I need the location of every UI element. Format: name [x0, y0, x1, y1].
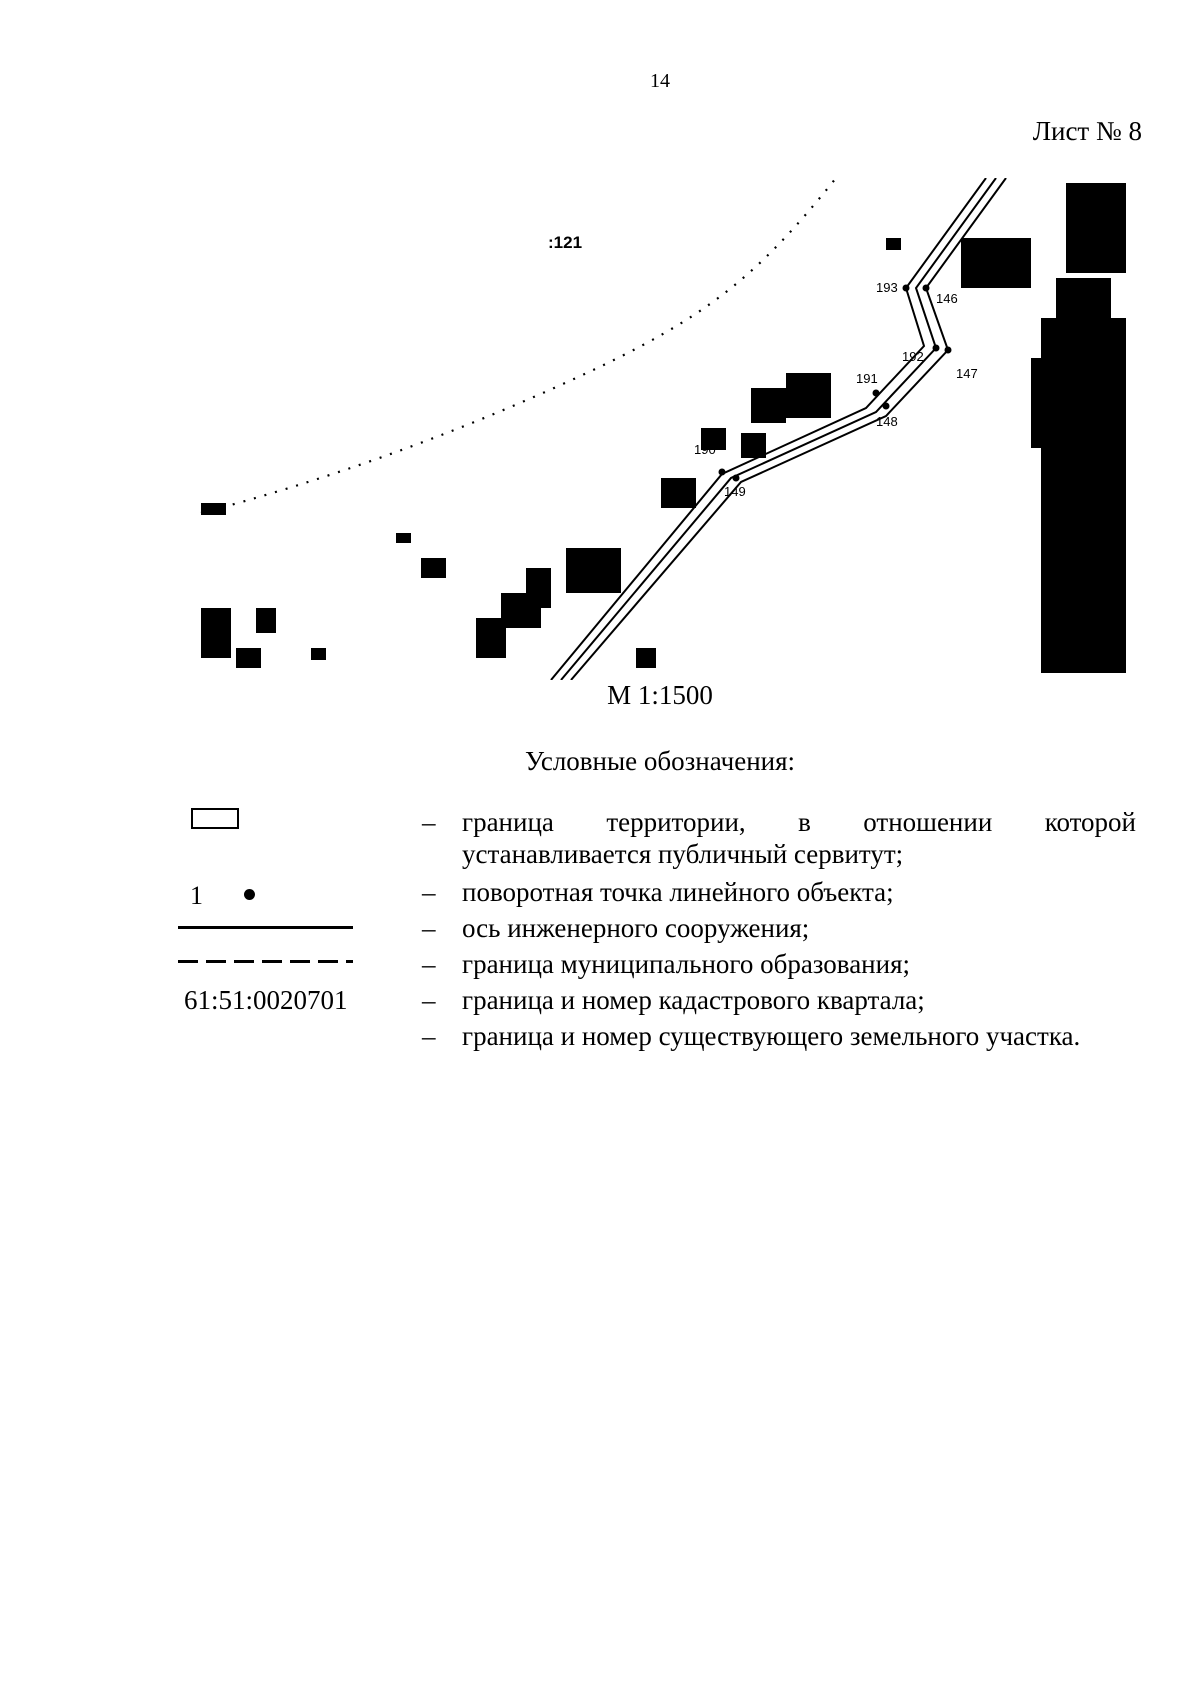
- legend-dash: –: [422, 913, 436, 943]
- legend-dash: –: [422, 877, 436, 907]
- point-191-marker: [873, 390, 880, 397]
- point-148-marker: [883, 403, 890, 410]
- parcel-label: :121: [548, 233, 583, 252]
- point-190-marker: [719, 469, 726, 476]
- legend-dash: –: [422, 985, 436, 1015]
- point-symbol: [244, 889, 255, 900]
- point-149-marker: [733, 475, 740, 482]
- legend: [176, 806, 1136, 1052]
- legend-text: граница и номер существующего земельного участка.: [462, 1021, 1081, 1051]
- legend-text: граница и номер кадастрового квартала;: [462, 985, 925, 1015]
- page-number: 14: [650, 70, 670, 92]
- legend-row-turning-point: [176, 876, 1136, 908]
- rectangle-symbol: [191, 808, 239, 829]
- point-192-marker: [933, 345, 940, 352]
- legend-title: Условные обозначения:: [524, 746, 796, 776]
- servitude-corridor: [551, 178, 1006, 680]
- point-193-marker: [903, 285, 910, 292]
- point-label-192: 192: [902, 349, 924, 364]
- vegetation-blobs: [201, 183, 1126, 673]
- legend-dash: –: [422, 807, 436, 837]
- point-label-191: 191: [856, 371, 878, 386]
- point-number-sample: 1: [190, 881, 203, 910]
- legend-row-land-plot: [176, 1020, 1136, 1052]
- sheet-label: Лист № 8: [1032, 116, 1142, 146]
- dashed-line-symbol: [178, 960, 353, 963]
- legend-dash: –: [422, 1021, 436, 1051]
- legend-text: ось инженерного сооружения;: [462, 913, 810, 943]
- cadastral-code-sample: 61:51:0020701: [184, 985, 348, 1015]
- solid-line-symbol: [178, 926, 353, 929]
- legend-text-line2: устанавливается публичный сервитут;: [462, 839, 904, 869]
- map-canvas: [196, 178, 1126, 680]
- legend-text: граница муниципального образования;: [462, 949, 911, 979]
- map-fragment: [196, 178, 1126, 680]
- legend-text-line1: граница территории, в отношении которой: [462, 807, 1136, 837]
- legend-text: [462, 806, 1136, 870]
- legend-row-axis: [176, 912, 1136, 944]
- legend-row-municipal-boundary: [176, 948, 1136, 980]
- legend-row-servitude-boundary: [176, 806, 1136, 870]
- point-label-190: 190: [694, 442, 716, 457]
- point-146-marker: [923, 285, 930, 292]
- point-147-marker: [945, 347, 952, 354]
- point-label-146: 146: [936, 291, 958, 306]
- point-label-147: 147: [956, 366, 978, 381]
- legend-row-cadastral-quarter: [176, 984, 1136, 1016]
- legend-dash: –: [422, 949, 436, 979]
- point-label-148: 148: [876, 414, 898, 429]
- point-label-193: 193: [876, 280, 898, 295]
- legend-text: поворотная точка линейного объекта;: [462, 877, 894, 907]
- point-label-149: 149: [724, 484, 746, 499]
- map-scale: М 1:1500: [607, 680, 713, 710]
- parcel-boundary: [201, 178, 836, 513]
